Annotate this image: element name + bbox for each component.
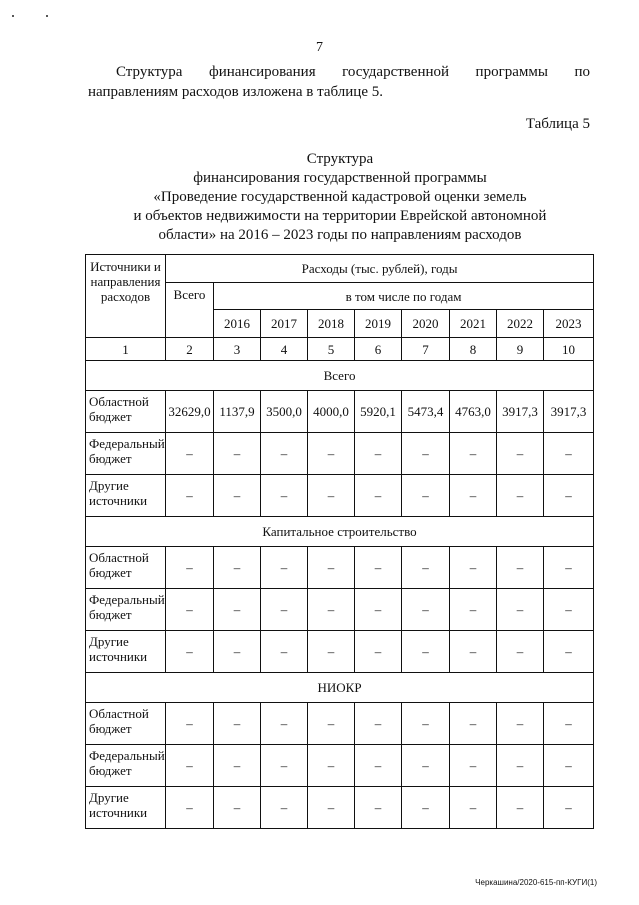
title-line: финансирования государственной программы bbox=[193, 170, 487, 186]
value-cell: – bbox=[261, 787, 308, 829]
value-cell: – bbox=[308, 703, 355, 745]
title-line: Структура bbox=[306, 151, 374, 167]
value-cell: – bbox=[355, 631, 402, 673]
table-row bbox=[86, 787, 594, 829]
year-header: 2019 bbox=[355, 310, 402, 338]
section-row bbox=[86, 517, 594, 547]
value-cell: – bbox=[214, 787, 261, 829]
table-label: Таблица 5 bbox=[525, 116, 590, 132]
value-cell: 4000,0 bbox=[308, 391, 355, 433]
value-cell: – bbox=[544, 745, 594, 787]
value-cell: – bbox=[166, 787, 214, 829]
value-cell: 3917,3 bbox=[497, 391, 544, 433]
value-cell: – bbox=[355, 589, 402, 631]
value-cell: – bbox=[355, 475, 402, 517]
section-row bbox=[86, 361, 594, 391]
value-cell: – bbox=[214, 547, 261, 589]
value-cell: – bbox=[308, 745, 355, 787]
value-cell: 5920,1 bbox=[355, 391, 402, 433]
section-title: Капитальное строительство bbox=[86, 517, 594, 547]
value-cell: – bbox=[497, 433, 544, 475]
value-cell: – bbox=[214, 589, 261, 631]
value-cell: 4763,0 bbox=[450, 391, 497, 433]
financing-table bbox=[85, 254, 594, 829]
value-cell: – bbox=[450, 787, 497, 829]
value-cell: – bbox=[261, 547, 308, 589]
table-row bbox=[86, 433, 594, 475]
intro-line-1 bbox=[88, 62, 590, 82]
column-number: 3 bbox=[214, 338, 261, 361]
table-row bbox=[86, 547, 594, 589]
by-years-header: в том числе по годам bbox=[214, 283, 594, 310]
expenses-header: Расходы (тыс. рублей), годы bbox=[166, 255, 594, 283]
source-cell: Другие источники bbox=[86, 631, 166, 673]
value-cell: – bbox=[308, 631, 355, 673]
column-number: 9 bbox=[497, 338, 544, 361]
title-line: и объектов недвижимости на территории Еврейской автономной bbox=[133, 208, 547, 224]
value-cell: – bbox=[308, 787, 355, 829]
value-cell: – bbox=[214, 475, 261, 517]
section-row bbox=[86, 673, 594, 703]
intro-line-2: направлениям расходов изложена в таблице 5. bbox=[88, 84, 383, 100]
table-row bbox=[86, 631, 594, 673]
year-header: 2018 bbox=[308, 310, 355, 338]
page-number: 7 bbox=[316, 40, 323, 55]
value-cell: 3917,3 bbox=[544, 391, 594, 433]
column-number: 4 bbox=[261, 338, 308, 361]
year-header: 2020 bbox=[402, 310, 450, 338]
column-numbers-row bbox=[86, 338, 594, 361]
document-footer: Черкашина/2020-615-пп-КУГИ(1) bbox=[475, 878, 597, 887]
value-cell: – bbox=[544, 589, 594, 631]
value-cell: – bbox=[308, 547, 355, 589]
value-cell: – bbox=[544, 631, 594, 673]
value-cell: – bbox=[402, 787, 450, 829]
value-cell: – bbox=[544, 433, 594, 475]
intro-paragraph bbox=[88, 62, 590, 102]
value-cell: – bbox=[402, 547, 450, 589]
column-number: 2 bbox=[166, 338, 214, 361]
value-cell: – bbox=[261, 631, 308, 673]
sources-header: Источники и направления расходов bbox=[86, 255, 166, 338]
value-cell: 1137,9 bbox=[214, 391, 261, 433]
value-cell: – bbox=[214, 631, 261, 673]
section-title: Всего bbox=[86, 361, 594, 391]
value-cell: – bbox=[261, 475, 308, 517]
value-cell: – bbox=[261, 589, 308, 631]
section-title: НИОКР bbox=[86, 673, 594, 703]
value-cell: – bbox=[497, 703, 544, 745]
value-cell: – bbox=[497, 787, 544, 829]
value-cell: – bbox=[166, 433, 214, 475]
intro-word: программы bbox=[475, 64, 548, 80]
source-cell: Федеральный бюджет bbox=[86, 589, 166, 631]
title-line: «Проведение государственной кадастровой оценки земель bbox=[153, 189, 527, 205]
value-cell: – bbox=[450, 433, 497, 475]
scan-speck-1 bbox=[12, 15, 14, 17]
intro-word: финансирования bbox=[208, 64, 316, 80]
intro-word: Структура bbox=[116, 64, 183, 80]
value-cell: – bbox=[497, 475, 544, 517]
value-cell: – bbox=[497, 547, 544, 589]
intro-word: государственной bbox=[342, 64, 450, 80]
source-cell: Областной бюджет bbox=[86, 391, 166, 433]
table-row bbox=[86, 475, 594, 517]
value-cell: – bbox=[497, 631, 544, 673]
value-cell: – bbox=[166, 631, 214, 673]
column-number: 1 bbox=[86, 338, 166, 361]
value-cell: 32629,0 bbox=[166, 391, 214, 433]
source-cell: Областной бюджет bbox=[86, 703, 166, 745]
value-cell: – bbox=[544, 547, 594, 589]
value-cell: – bbox=[166, 745, 214, 787]
year-header: 2017 bbox=[261, 310, 308, 338]
column-number: 7 bbox=[402, 338, 450, 361]
source-cell: Федеральный бюджет bbox=[86, 745, 166, 787]
table-row bbox=[86, 703, 594, 745]
total-header: Всего bbox=[166, 283, 214, 338]
value-cell: – bbox=[450, 589, 497, 631]
value-cell: – bbox=[497, 745, 544, 787]
column-number: 5 bbox=[308, 338, 355, 361]
scan-speck-2 bbox=[46, 15, 48, 17]
value-cell: – bbox=[355, 547, 402, 589]
value-cell: – bbox=[214, 703, 261, 745]
table-row bbox=[86, 589, 594, 631]
value-cell: – bbox=[355, 433, 402, 475]
year-header: 2022 bbox=[497, 310, 544, 338]
header-row-1 bbox=[86, 255, 594, 283]
value-cell: – bbox=[166, 475, 214, 517]
column-number: 8 bbox=[450, 338, 497, 361]
value-cell: – bbox=[214, 433, 261, 475]
value-cell: – bbox=[450, 475, 497, 517]
column-number: 10 bbox=[544, 338, 594, 361]
value-cell: – bbox=[450, 547, 497, 589]
value-cell: – bbox=[497, 589, 544, 631]
table-row bbox=[86, 391, 594, 433]
value-cell: – bbox=[308, 589, 355, 631]
year-header: 2016 bbox=[214, 310, 261, 338]
value-cell: – bbox=[261, 745, 308, 787]
value-cell: – bbox=[261, 703, 308, 745]
value-cell: – bbox=[214, 745, 261, 787]
value-cell: – bbox=[261, 433, 308, 475]
value-cell: 5473,4 bbox=[402, 391, 450, 433]
value-cell: – bbox=[402, 631, 450, 673]
value-cell: – bbox=[308, 433, 355, 475]
value-cell: – bbox=[402, 589, 450, 631]
column-number: 6 bbox=[355, 338, 402, 361]
value-cell: – bbox=[308, 475, 355, 517]
value-cell: – bbox=[544, 787, 594, 829]
table-title bbox=[60, 150, 620, 245]
value-cell: 3500,0 bbox=[261, 391, 308, 433]
value-cell: – bbox=[355, 787, 402, 829]
value-cell: – bbox=[402, 745, 450, 787]
value-cell: – bbox=[355, 745, 402, 787]
value-cell: – bbox=[450, 703, 497, 745]
table-row bbox=[86, 745, 594, 787]
value-cell: – bbox=[450, 631, 497, 673]
year-header: 2023 bbox=[544, 310, 594, 338]
value-cell: – bbox=[544, 475, 594, 517]
value-cell: – bbox=[450, 745, 497, 787]
value-cell: – bbox=[355, 703, 402, 745]
value-cell: – bbox=[402, 703, 450, 745]
value-cell: – bbox=[166, 703, 214, 745]
source-cell: Другие источники bbox=[86, 475, 166, 517]
value-cell: – bbox=[402, 475, 450, 517]
intro-word: по bbox=[574, 64, 590, 80]
value-cell: – bbox=[544, 703, 594, 745]
year-header: 2021 bbox=[450, 310, 497, 338]
value-cell: – bbox=[166, 547, 214, 589]
title-line: области» на 2016 – 2023 годы по направлениям расходов bbox=[158, 227, 522, 243]
value-cell: – bbox=[402, 433, 450, 475]
source-cell: Областной бюджет bbox=[86, 547, 166, 589]
source-cell: Другие источники bbox=[86, 787, 166, 829]
source-cell: Федеральный бюджет bbox=[86, 433, 166, 475]
value-cell: – bbox=[166, 589, 214, 631]
